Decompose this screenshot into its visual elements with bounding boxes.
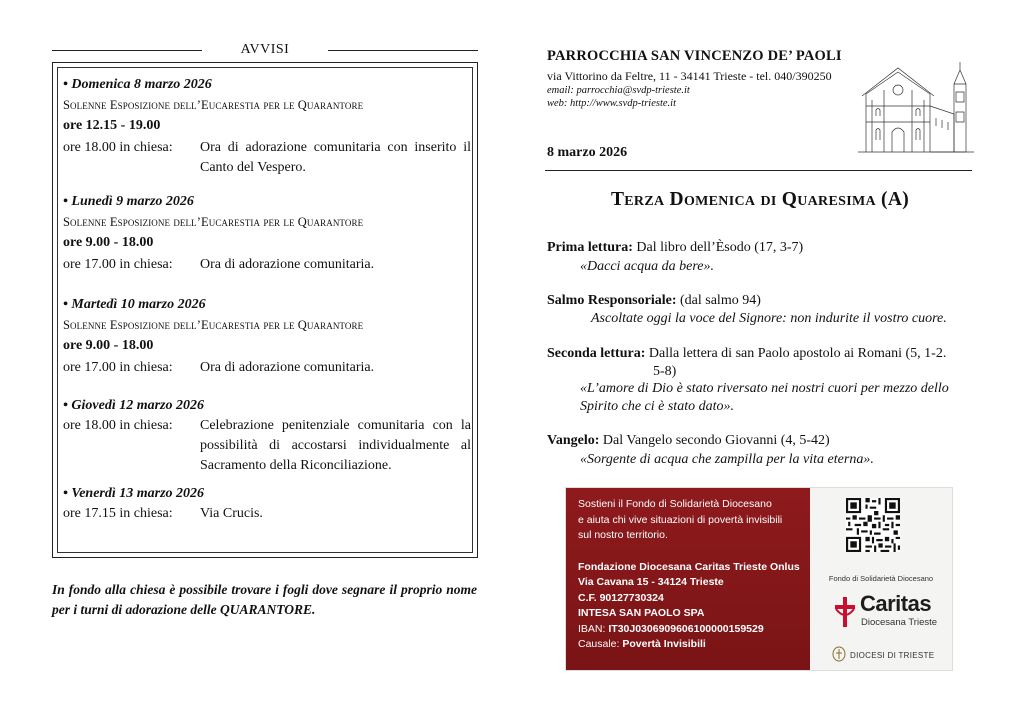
seconda-quote-2: Spirito che ci è stato dato». xyxy=(580,399,734,414)
avvisi-rule-left xyxy=(52,50,202,51)
footer-note: In fondo alla chiesa è possibile trovare i fogli dove segnare il proprio nome per i turni di adorazione delle QUARANTORE. xyxy=(52,582,477,617)
day-date: • Domenica 8 marzo 2026 xyxy=(63,77,212,92)
iban-value[interactable]: IT30J0306909606100000159529 xyxy=(608,622,764,635)
avvisi-title: AVVISI xyxy=(240,42,290,57)
vangelo-label: Vangelo: xyxy=(547,433,600,448)
day-hours: ore 9.00 - 18.00 xyxy=(63,338,154,353)
day-when: ore 18.00 in chiesa: xyxy=(63,418,173,433)
banner-cf: C.F. 90127730324 xyxy=(578,591,664,604)
banner-line-3: sul nostro territorio. xyxy=(578,529,668,541)
vangelo xyxy=(547,431,830,450)
day-giovedi xyxy=(63,395,471,476)
issue-date: 8 marzo 2026 xyxy=(547,145,628,160)
avvisi-rule-right xyxy=(328,50,478,51)
caritas-wordmark: Caritas xyxy=(860,591,932,616)
church-drawing-icon xyxy=(858,56,974,156)
day-date: • Martedì 10 marzo 2026 xyxy=(63,297,206,312)
day-what: Via Crucis. xyxy=(200,506,263,521)
banner-org: Fondazione Diocesana Caritas Trieste Onlus xyxy=(578,560,800,573)
day-hours: ore 9.00 - 18.00 xyxy=(63,235,154,250)
parish-name: PARROCCHIA SAN VINCENZO DE’ PAOLI xyxy=(547,48,842,64)
caritas-banner xyxy=(566,488,952,670)
seconda-text: Dalla lettera di san Paolo apostolo ai Romani (5, 1-2. xyxy=(648,346,947,361)
day-when: ore 17.00 in chiesa: xyxy=(63,360,173,375)
day-lunedi xyxy=(63,191,471,275)
fondo-label: Fondo di Solidarietà Diocesano xyxy=(828,574,934,583)
salmo-label: Salmo Responsoriale: xyxy=(547,293,677,308)
day-domenica xyxy=(63,74,471,178)
banner-iban-row xyxy=(578,622,810,638)
banner-street: Via Cavana 15 - 34124 Trieste xyxy=(578,576,724,588)
parish-web[interactable]: web: http://www.svdp-trieste.it xyxy=(547,98,677,109)
day-when: ore 18.00 in chiesa: xyxy=(63,140,173,155)
salmo-quote: Ascoltate oggi la voce del Signore: non indurite il vostro cuore. xyxy=(591,311,947,326)
prima-quote: «Dacci acqua da bere». xyxy=(580,259,714,274)
caritas-cross-logo-icon xyxy=(832,595,858,629)
seconda-lettura xyxy=(547,344,946,363)
salmo xyxy=(547,291,761,310)
day-when: ore 17.15 in chiesa: xyxy=(63,506,173,521)
vangelo-text: Dal Vangelo secondo Giovanni (4, 5-42) xyxy=(602,433,830,448)
salmo-text: (dal salmo 94) xyxy=(680,293,761,308)
seconda-label: Seconda lettura: xyxy=(547,346,646,361)
day-event: Solenne Esposizione dell’Eucarestia per le Quarantore xyxy=(63,98,364,112)
prima-label: Prima lettura: xyxy=(547,240,633,255)
day-what: Celebrazione penitenziale comunitaria con la possibilità di accostarsi individualmente al Sacramento della Riconciliazione. xyxy=(200,418,471,473)
diocese-seal-icon xyxy=(832,646,846,662)
day-hours: ore 12.15 - 19.00 xyxy=(63,118,161,133)
date-rule xyxy=(545,170,972,171)
day-what: Ora di adorazione comunitaria con inserito il Canto del Vespero. xyxy=(200,140,471,175)
banner-bank: INTESA SAN PAOLO SPA xyxy=(578,607,705,619)
day-date: • Lunedì 9 marzo 2026 xyxy=(63,194,194,209)
causale-value: Povertà Invisibili xyxy=(622,638,706,650)
banner-line-2: e aiuta chi vive situazioni di povertà invisibili xyxy=(578,513,783,526)
qr-code-icon[interactable] xyxy=(846,498,900,552)
seconda-text-cont: 5-8) xyxy=(653,364,677,379)
parish-address: via Vittorino da Feltre, 11 - 34141 Trieste - tel. 040/390250 xyxy=(547,69,832,83)
day-what: Ora di adorazione comunitaria. xyxy=(200,257,375,272)
prima-text: Dal libro dell’Èsodo (17, 3-7) xyxy=(636,240,804,255)
day-event: Solenne Esposizione dell’Eucarestia per le Quarantore xyxy=(63,318,364,332)
diocesi-label: DIOCESI DI TRIESTE xyxy=(850,651,935,660)
day-event: Solenne Esposizione dell’Eucarestia per le Quarantore xyxy=(63,215,364,229)
caritas-subtitle: Diocesana Trieste xyxy=(861,617,938,628)
day-when: ore 17.00 in chiesa: xyxy=(63,257,173,272)
day-venerdi xyxy=(63,483,471,524)
banner-causale-row xyxy=(578,637,810,653)
parish-email[interactable]: email: parrocchia@svdp-trieste.it xyxy=(547,85,690,96)
day-martedi xyxy=(63,294,471,378)
vangelo-quote: «Sorgente di acqua che zampilla per la vita eterna». xyxy=(580,452,874,467)
banner-line-1: Sostieni il Fondo di Solidarietà Diocesano xyxy=(578,498,772,510)
iban-label: IBAN: xyxy=(578,622,606,635)
prima-lettura xyxy=(547,238,803,257)
seconda-quote-1: «L’amore di Dio è stato riversato nei nostri cuori per mezzo dello xyxy=(580,381,949,396)
causale-label: Causale: xyxy=(578,638,620,650)
day-date: • Venerdì 13 marzo 2026 xyxy=(63,486,205,501)
sunday-title: Terza Domenica di Quaresima (A) xyxy=(610,189,910,210)
day-date: • Giovedì 12 marzo 2026 xyxy=(63,398,205,413)
banner-red-panel xyxy=(566,488,810,670)
banner-white-panel xyxy=(810,488,952,670)
day-what: Ora di adorazione comunitaria. xyxy=(200,360,375,375)
